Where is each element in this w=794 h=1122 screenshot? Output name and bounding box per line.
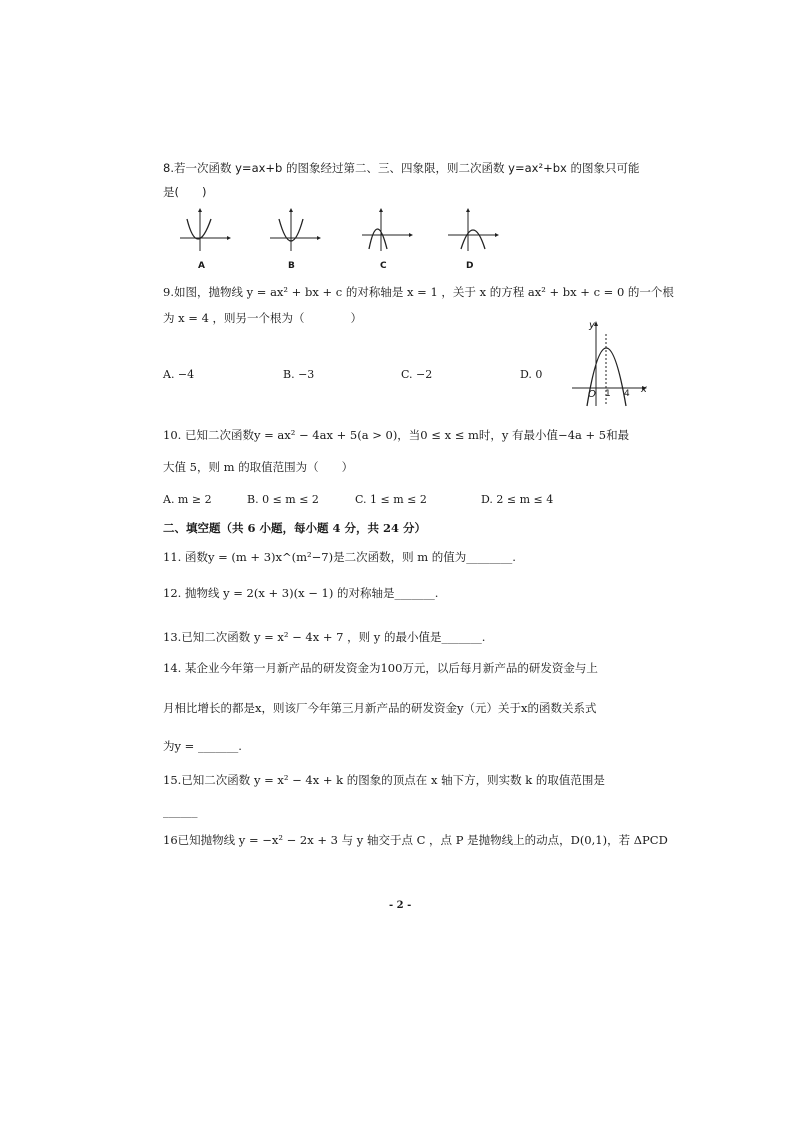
- q9-graph-tick-4: 4: [624, 389, 630, 399]
- q14-line2: 月相比增长的都是x，则该厂今年第三月新产品的研发资金y（元）关于x的函数关系式: [163, 701, 597, 715]
- q8-label-b: B: [288, 261, 295, 271]
- q10-line2: 大值 5，则 m 的取值范围为（ ）: [163, 460, 354, 474]
- q8-graph-d: [443, 205, 503, 255]
- q8-label-d: D: [466, 261, 474, 271]
- q9-option-a: A. −4: [163, 368, 195, 381]
- q9-option-b: B. −3: [283, 368, 315, 381]
- page-number: - 2 -: [389, 900, 412, 911]
- q10-option-a: A. m ≥ 2: [163, 493, 212, 506]
- q14-line1: 14. 某企业今年第一月新产品的研发资金为100万元，以后每月新产品的研发资金与上: [163, 661, 598, 675]
- q9-line2: 为 x = 4 ，则另一个根为（ ）: [163, 311, 363, 325]
- q10-option-d: D. 2 ≤ m ≤ 4: [481, 493, 554, 506]
- q10-line1: 10. 已知二次函数y = ax² − 4ax + 5(a > 0)，当0 ≤ x ≤ m时，y 有最小值−4a + 5和最: [163, 428, 630, 442]
- q9-line1: 9.如图，抛物线 y = ax² + bx + c 的对称轴是 x = 1 ，关于 x 的方程 ax² + bx + c = 0 的一个根: [163, 285, 674, 299]
- q8-line2: 是( ): [163, 185, 207, 199]
- q10-option-b: B. 0 ≤ m ≤ 2: [247, 493, 319, 506]
- q15-line2: ______: [163, 804, 198, 818]
- q8-graph-a: [175, 205, 235, 255]
- q9-graph-tick-1: 1: [605, 389, 611, 399]
- q13-text: 13.已知二次函数 y = x² − 4x + 7 ，则 y 的最小值是_______.: [163, 630, 486, 644]
- section-fill-in-heading: 二、填空题（共 6 小题，每小题 4 分，共 24 分）: [163, 521, 427, 535]
- q10-option-c: C. 1 ≤ m ≤ 2: [355, 493, 427, 506]
- q8-graph-c: [357, 205, 417, 255]
- q8-label-a: A: [198, 261, 205, 271]
- q16-text: 16已知抛物线 y = −x² − 2x + 3 与 y 轴交于点 C ，点 P 是抛物线上的动点，D(0,1)，若 ΔPCD: [163, 833, 668, 847]
- q8-line1: 8.若一次函数 y=ax+b 的图象经过第二、三、四象限，则二次函数 y=ax²+bx 的图象只可能: [163, 161, 640, 175]
- q9-graph-y-label: y: [589, 320, 595, 331]
- q12-text: 12. 抛物线 y = 2(x + 3)(x − 1) 的对称轴是_______.: [163, 586, 439, 600]
- q9-option-d: D. 0: [520, 368, 543, 381]
- q15-line1: 15.已知二次函数 y = x² − 4x + k 的图象的顶点在 x 轴下方，则实数 k 的取值范围是: [163, 773, 605, 787]
- q14-line3: 为y = _______.: [163, 739, 242, 753]
- q8-graph-b: [265, 205, 325, 255]
- q11-text: 11. 函数y = (m + 3)x^(m²−7)是二次函数，则 m 的值为________.: [163, 550, 516, 564]
- q8-label-c: C: [380, 261, 387, 271]
- q9-graph-origin-label: O: [588, 389, 596, 400]
- q9-graph-x-label: x: [641, 384, 647, 395]
- q9-parabola-graph: [570, 320, 654, 410]
- q9-option-c: C. −2: [401, 368, 433, 381]
